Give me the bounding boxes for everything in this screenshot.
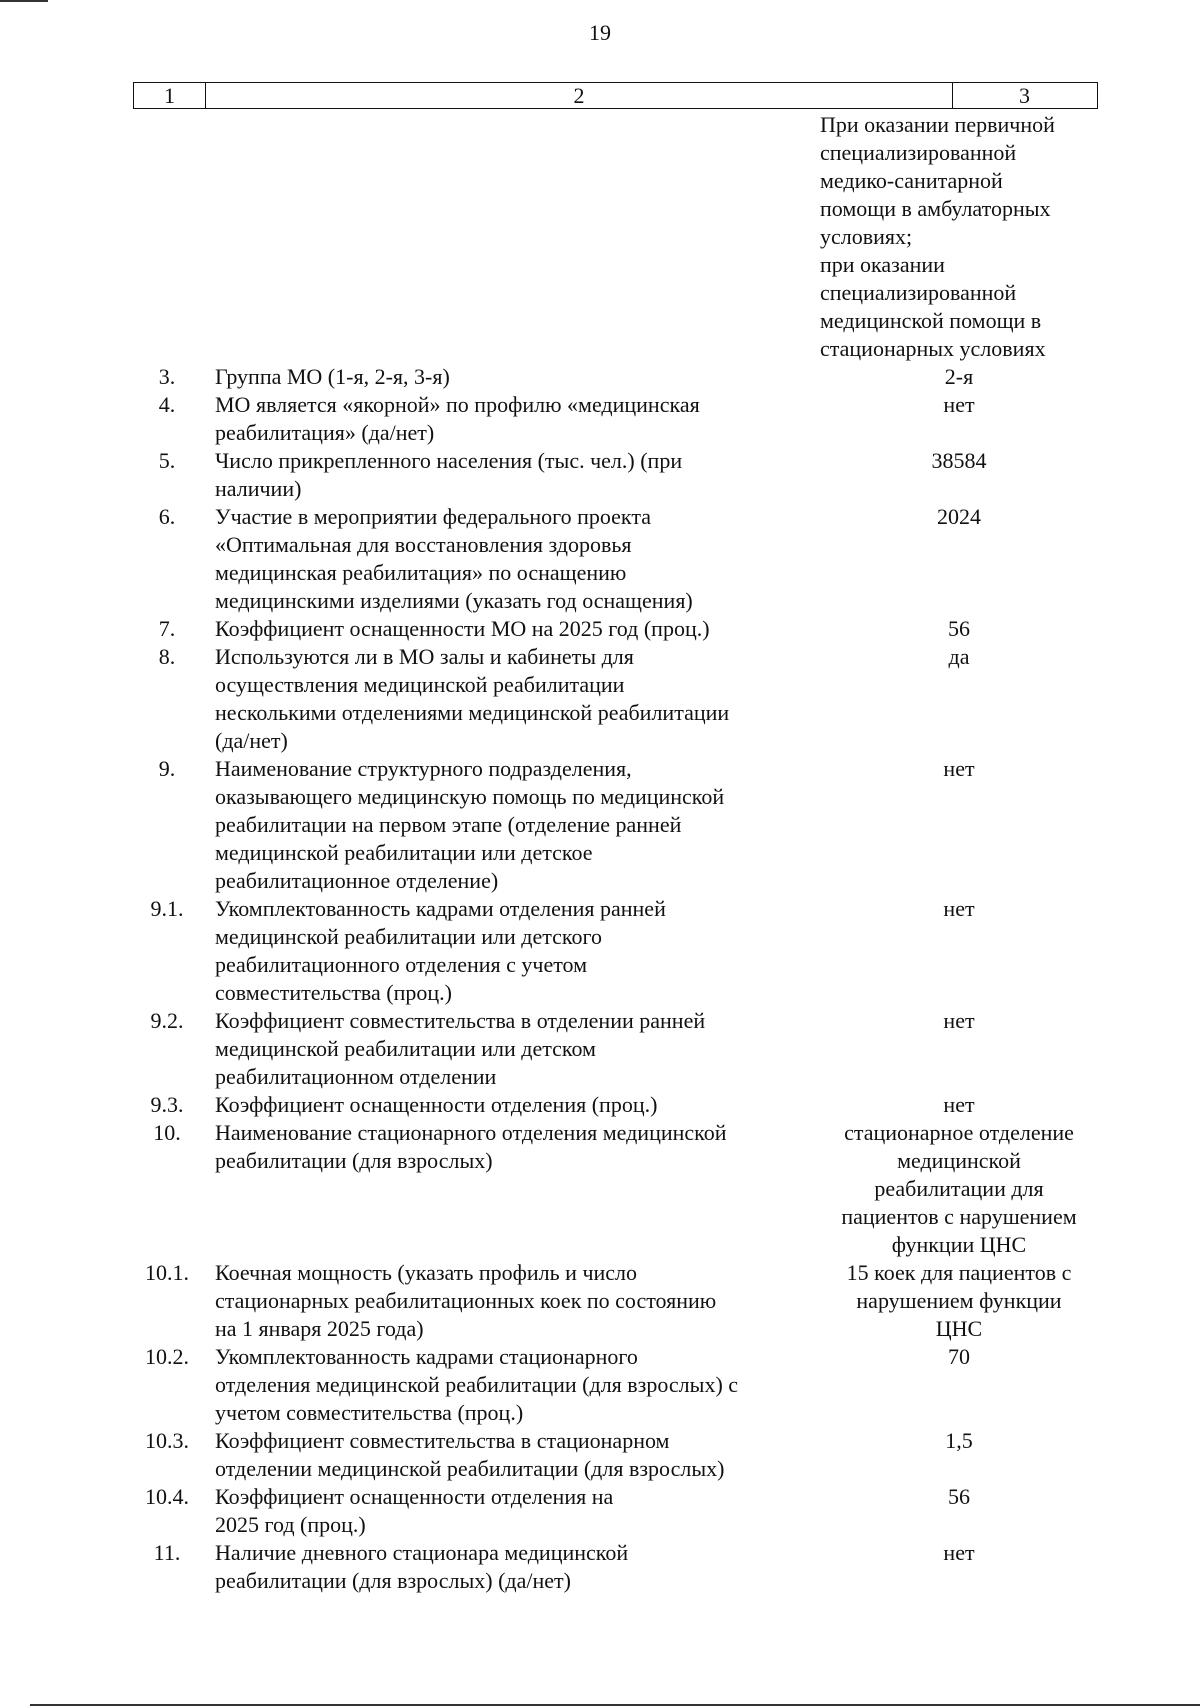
row-value: 56 — [948, 616, 970, 641]
table-row — [133, 1119, 1098, 1259]
row-description: Укомплектованность кадрами стационарного отделения медицинской реабилитации (для взрослых) с учетом совместительства (проц.) — [215, 1344, 739, 1425]
table-body — [133, 111, 1098, 1595]
row-value: да — [948, 644, 970, 669]
scan-edge-line — [0, 0, 48, 2]
row-value: нет — [943, 756, 975, 781]
row-number: 8. — [158, 644, 176, 669]
row-description: Наличие дневного стационара медицинской реабилитации (для взрослых) (да/нет) — [215, 1540, 629, 1593]
row-description: Число прикрепленного населения (тыс. чел.) (при наличии) — [215, 448, 683, 501]
row-description: Участие в мероприятии федерального проекта «Оптимальная для восстановления здоровья медицинская реабилитация» по оснащению медицинскими изделиями (указать год оснащения) — [215, 504, 693, 613]
table-row — [133, 447, 1098, 503]
row-number: 10.3. — [145, 1428, 189, 1453]
row-number: 9.2. — [150, 1008, 184, 1033]
table-row — [133, 755, 1098, 895]
row-description: Коечная мощность (указать профиль и число стационарных реабилитационных коек по состоянию на 1 января 2025 года) — [215, 1260, 717, 1341]
page-number: 19 — [589, 20, 611, 45]
row-description — [205, 111, 810, 363]
table-row — [133, 643, 1098, 755]
row-description: Коэффициент совместительства в отделении ранней медицинской реабилитации или детском реабилитационном отделении — [215, 1008, 706, 1089]
row-value: 2-я — [944, 364, 974, 389]
row-description: МО является «якорной» по профилю «медицинская реабилитация» (да/нет) — [215, 392, 700, 445]
row-value: нет — [943, 1540, 975, 1565]
table-row — [133, 895, 1098, 1007]
row-number: 9.3. — [150, 1092, 184, 1117]
table-row — [133, 1343, 1098, 1427]
row-number: 9.1. — [150, 896, 184, 921]
row-description: Используются ли в МО залы и кабинеты для осуществления медицинской реабилитации несколькими отделениями медицинской реабилитации (да/нет) — [215, 644, 730, 753]
row-value: 56 — [948, 1484, 970, 1509]
row-value: нет — [943, 896, 975, 921]
row-description: Коэффициент оснащенности МО на 2025 год (проц.) — [215, 616, 710, 641]
table-row — [133, 391, 1098, 447]
row-number: 10.4. — [145, 1484, 189, 1509]
table-row — [133, 1427, 1098, 1483]
row-value: 1,5 — [945, 1428, 973, 1453]
row-number — [133, 111, 205, 363]
table-header-row — [133, 82, 1098, 109]
header-col-3: 3 — [1019, 83, 1030, 108]
row-number: 7. — [158, 616, 176, 641]
table-row — [133, 503, 1098, 615]
row-value: 15 коек для пациентов с нарушением функции ЦНС — [846, 1260, 1072, 1341]
row-number: 11. — [153, 1540, 181, 1565]
header-col-1: 1 — [134, 83, 206, 108]
header-col-2: 2 — [206, 83, 953, 108]
row-value: 38584 — [931, 448, 987, 473]
row-description: Наименование структурного подразделения, оказывающего медицинскую помощь по медицинской реабилитации на первом этапе (отделение ранней медицинской реабилитации или детское реабилитационное отделение) — [215, 756, 725, 893]
table-row — [133, 363, 1098, 391]
table-row — [133, 1091, 1098, 1119]
row-value: нет — [943, 1092, 975, 1117]
row-number: 10. — [153, 1120, 181, 1145]
row-number: 10.1. — [145, 1260, 189, 1285]
row-description: Группа МО (1-я, 2-я, 3-я) — [215, 364, 450, 389]
table-row — [133, 1539, 1098, 1595]
row-number: 6. — [158, 504, 176, 529]
table-row — [133, 1007, 1098, 1091]
row-value: нет — [943, 1008, 975, 1033]
row-number: 3. — [158, 364, 176, 389]
row-number: 10.2. — [145, 1344, 189, 1369]
row-description: Укомплектованность кадрами отделения ранней медицинской реабилитации или детского реабилитационного отделения с учетом совместительства (проц.) — [215, 896, 666, 1005]
row-number: 5. — [158, 448, 176, 473]
row-value: стационарное отделение медицинской реабилитации для пациентов с нарушением функции ЦНС — [841, 1120, 1077, 1257]
row-value: 2024 — [937, 504, 981, 529]
row-value: нет — [943, 392, 975, 417]
row-number: 9. — [158, 756, 176, 781]
row-description: Наименование стационарного отделения медицинской реабилитации (для взрослых) — [215, 1120, 727, 1173]
table-row — [133, 615, 1098, 643]
row-number: 4. — [158, 392, 176, 417]
row-value: 70 — [948, 1344, 970, 1369]
row-description: Коэффициент оснащенности отделения на 2025 год (проц.) — [215, 1484, 614, 1537]
row-value: При оказании первичной специализированной медико-санитарной помощи в амбулаторных условиях; при оказании специализированной медицинской помощи в стационарных условиях — [820, 112, 1055, 361]
row-description: Коэффициент оснащенности отделения (проц.) — [215, 1092, 658, 1117]
row-description: Коэффициент совместительства в стационарном отделении медицинской реабилитации (для взрослых) — [215, 1428, 725, 1481]
table-row — [133, 1259, 1098, 1343]
table-row — [133, 1483, 1098, 1539]
table-row — [133, 111, 1098, 363]
